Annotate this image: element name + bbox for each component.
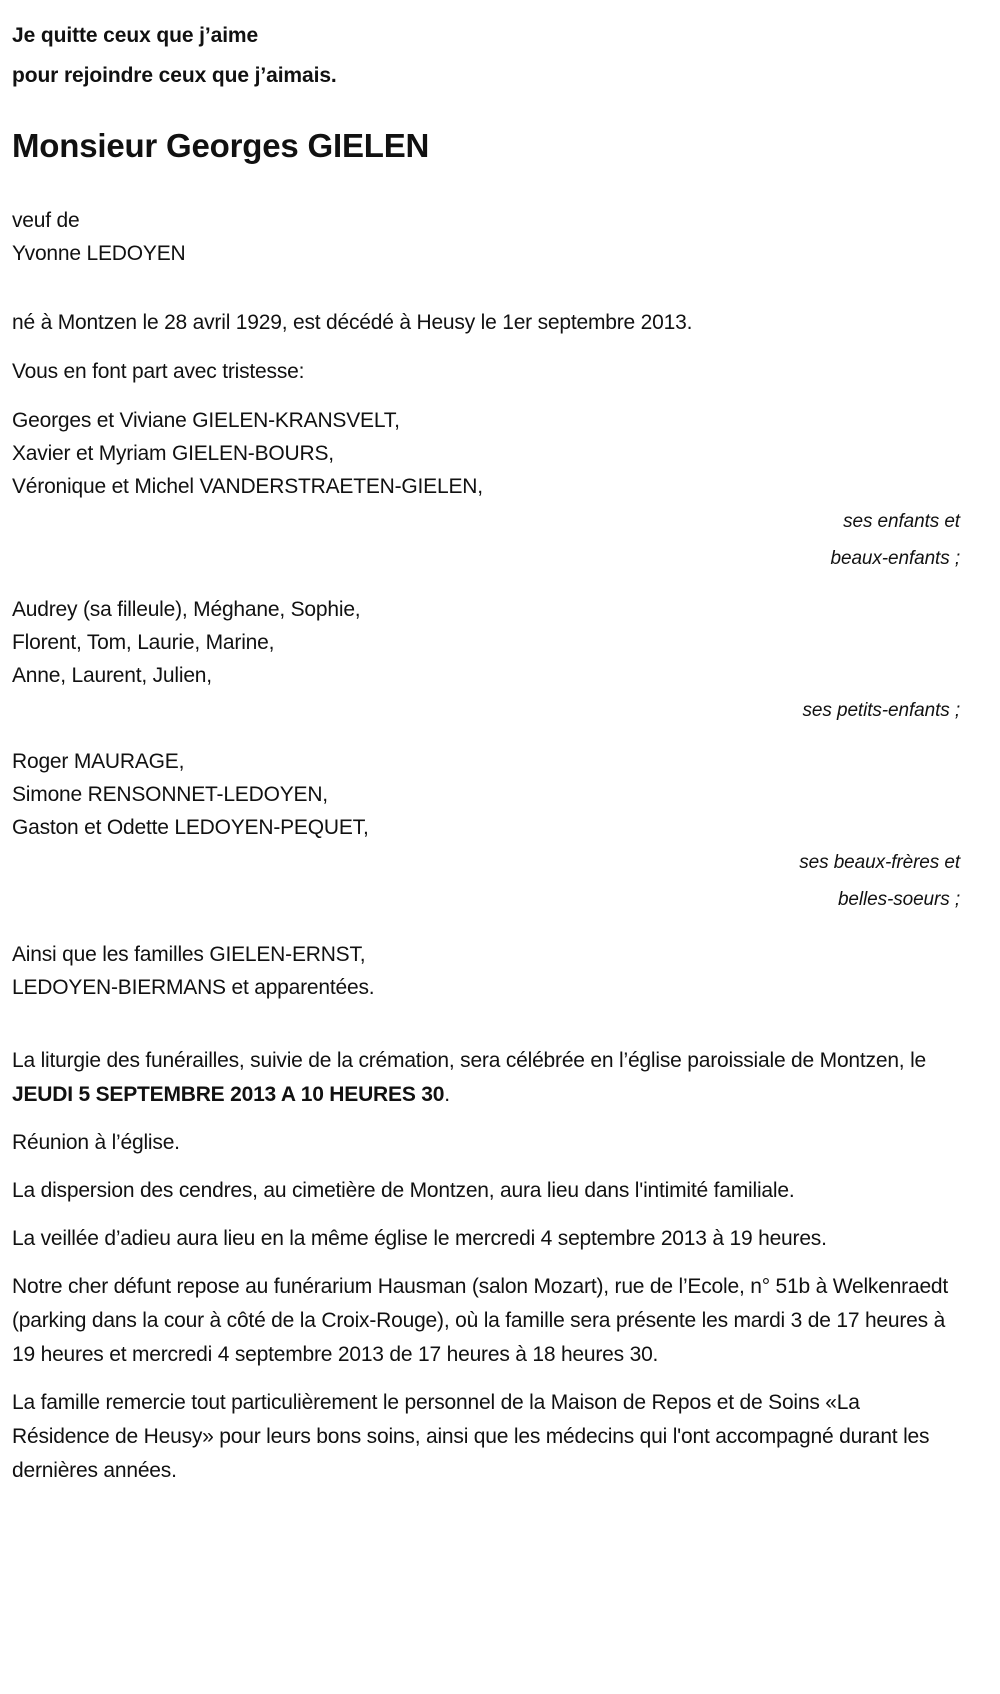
family-group-children xyxy=(12,404,962,577)
gathering-paragraph: Réunion à l’église. xyxy=(12,1131,180,1154)
arrangements-section xyxy=(12,1044,962,1488)
liturgy-date: JEUDI 5 SEPTEMBRE 2013 A 10 HEURES 30 xyxy=(12,1083,445,1106)
related-families-line: LEDOYEN-BIERMANS et apparentées. xyxy=(12,976,375,999)
family-name-line: Véronique et Michel VANDERSTRAETEN-GIELEN, xyxy=(12,475,483,498)
spouse-block xyxy=(12,204,962,270)
family-name-line: Roger MAURAGE, xyxy=(12,750,185,773)
relation-label-children xyxy=(12,503,962,577)
deceased-name: Monsieur Georges GIELEN xyxy=(12,127,430,164)
spouse-name: Yvonne LEDOYEN xyxy=(12,242,186,265)
relation-label-line: ses beaux-frères et xyxy=(799,852,960,873)
relation-label-in-laws xyxy=(12,844,962,918)
relation-label-line: beaux-enfants ; xyxy=(830,548,960,569)
spouse-relation: veuf de xyxy=(12,209,80,232)
family-name-line: Simone RENSONNET-LEDOYEN, xyxy=(12,783,328,806)
liturgy-suffix: . xyxy=(444,1083,450,1106)
ashes-paragraph: La dispersion des cendres, au cimetière de Montzen, aura lieu dans l'intimité familiale. xyxy=(12,1179,795,1202)
family-name-line: Xavier et Myriam GIELEN-BOURS, xyxy=(12,442,334,465)
family-name-line: Audrey (sa filleule), Méghane, Sophie, xyxy=(12,598,361,621)
thanks-paragraph: La famille remercie tout particulièrement le personnel de la Maison de Repos et de Soins «La Résidence de Heusy» pour leurs bons soins, ainsi que les médecins qui l'ont accompagné durant les dernières années. xyxy=(12,1391,930,1482)
vigil-paragraph: La veillée d’adieu aura lieu en la même église le mercredi 4 septembre 2013 à 19 heures. xyxy=(12,1227,827,1250)
family-name-line: Florent, Tom, Laurie, Marine, xyxy=(12,631,275,654)
relation-label-line: ses enfants et xyxy=(843,511,960,532)
related-families-block xyxy=(12,938,962,1004)
liturgy-prefix: La liturgie des funérailles, suivie de la crémation, sera célébrée en l’église paroissiale de Montzen, le xyxy=(12,1049,927,1072)
epitaph-line-2: pour rejoindre ceux que j’aimais. xyxy=(12,64,337,87)
relation-label-grandchildren xyxy=(12,692,962,729)
related-families-line: Ainsi que les familles GIELEN-ERNST, xyxy=(12,943,366,966)
relation-label-line: belles-soeurs ; xyxy=(837,889,960,910)
epitaph-line-1: Je quitte ceux que j’aime xyxy=(12,24,259,47)
family-group-in-laws xyxy=(12,745,962,918)
funerarium-paragraph: Notre cher défunt repose au funérarium Hausman (salon Mozart), rue de l’Ecole, n° 51b à Welkenraedt (parking dans la cour à côté de la Croix-Rouge), où la famille sera présente les mardi 3 de 17 heures à 19 heures et mercredi 4 septembre 2013 de 17 heures à 18 heures 30. xyxy=(12,1275,949,1366)
family-name-line: Gaston et Odette LEDOYEN-PEQUET, xyxy=(12,816,369,839)
family-group-grandchildren xyxy=(12,593,962,729)
vital-dates-line: né à Montzen le 28 avril 1929, est décédé à Heusy le 1er septembre 2013. xyxy=(12,311,693,334)
family-name-line: Georges et Viviane GIELEN-KRANSVELT, xyxy=(12,409,400,432)
liturgy-paragraph xyxy=(12,1044,962,1112)
epitaph xyxy=(12,16,962,96)
announcement-line: Vous en font part avec tristesse: xyxy=(12,360,305,383)
relation-label-line: ses petits-enfants ; xyxy=(802,700,960,721)
family-name-line: Anne, Laurent, Julien, xyxy=(12,664,212,687)
